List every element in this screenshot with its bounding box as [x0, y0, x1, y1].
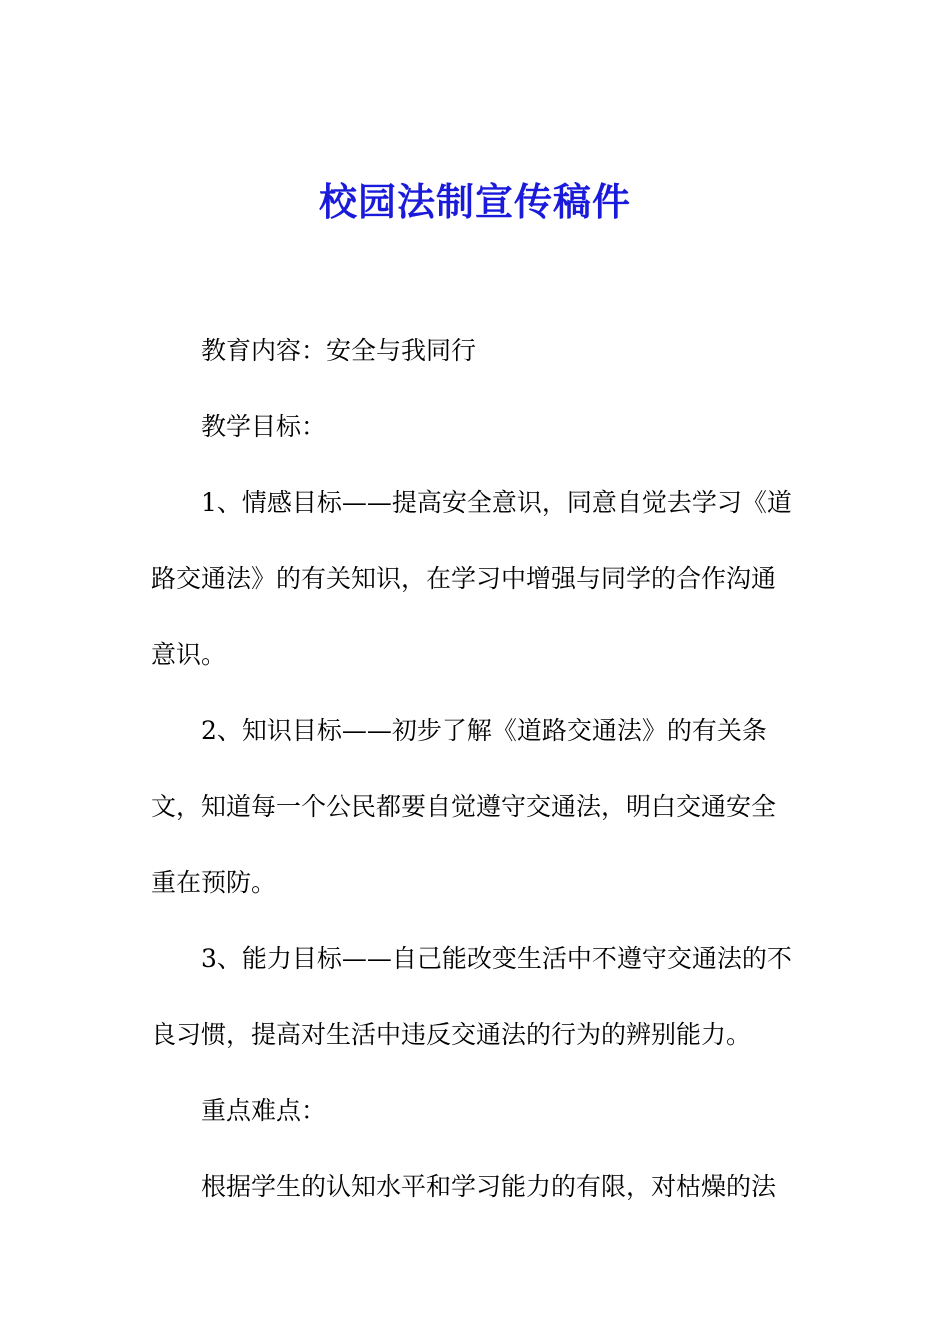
- paragraph-line: 3、能力目标——自己能改变生活中不遵守交通法的不: [201, 944, 792, 973]
- paragraph-line: 良习惯，提高对生活中违反交通法的行为的辨别能力。: [151, 1020, 752, 1049]
- paragraph-line: 1、情感目标——提高安全意识，同意自觉去学习《道: [201, 488, 792, 517]
- paragraph-line: 重在预防。: [151, 868, 277, 897]
- paragraph-line: 根据学生的认知水平和学习能力的有限，对枯燥的法: [201, 1172, 777, 1201]
- paragraph-line: 重点难点：: [201, 1096, 327, 1125]
- paragraph-line: 2、知识目标——初步了解《道路交通法》的有关条: [201, 716, 767, 745]
- paragraph-line: 意识。: [151, 640, 227, 669]
- paragraph-line: 文，知道每一个公民都要自觉遵守交通法，明白交通安全: [151, 792, 777, 821]
- paragraph-line: 教学目标：: [201, 412, 327, 441]
- paragraph-line: 教育内容：安全与我同行: [201, 336, 477, 365]
- document-title: 校园法制宣传稿件: [318, 179, 631, 224]
- paragraph-line: 路交通法》的有关知识，在学习中增强与同学的合作沟通: [151, 564, 777, 593]
- document-body: [151, 326, 811, 1238]
